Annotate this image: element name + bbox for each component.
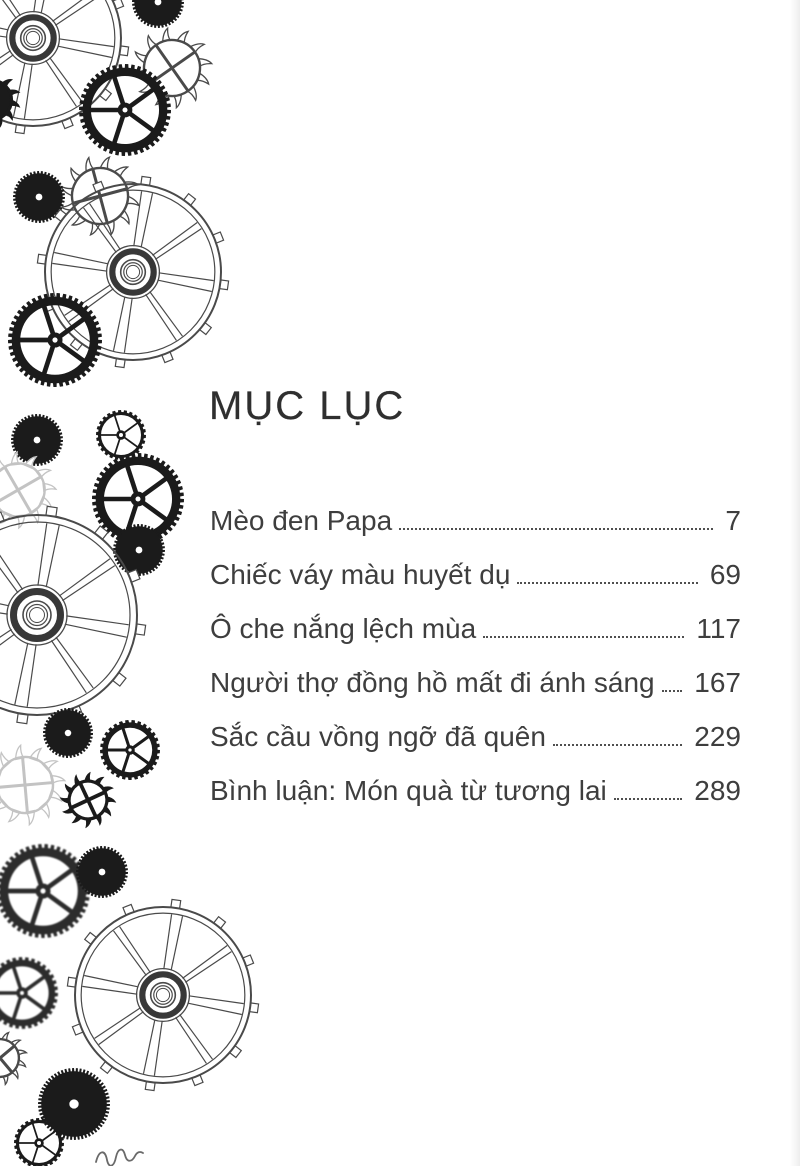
squiggle-doodle xyxy=(96,1150,143,1166)
toc-page-number: 7 xyxy=(725,505,741,536)
toc-page-number: 229 xyxy=(694,721,741,752)
gear-icon xyxy=(0,844,90,938)
escape-wheel-icon xyxy=(0,1029,29,1087)
gear-disc-icon xyxy=(11,414,63,466)
toc-page-number: 69 xyxy=(709,559,741,590)
escape-wheel-icon xyxy=(54,766,123,835)
toc-row xyxy=(210,656,741,710)
escape-wheel-icon xyxy=(0,73,19,127)
gear-disc-icon xyxy=(43,708,93,758)
toc-leader-dots xyxy=(517,582,697,584)
toc-page-number: 167 xyxy=(694,667,741,698)
clock-wheel-graphic xyxy=(67,899,258,1090)
toc-entry-label: Chiếc váy màu huyết dụ xyxy=(210,559,511,590)
gear-icon xyxy=(79,64,171,156)
toc-entry-label: Sắc cầu vồng ngỡ đã quên xyxy=(210,721,546,752)
page-title: MỤC LỤC xyxy=(209,384,406,428)
gear-icon xyxy=(96,410,146,460)
clock-wheel-graphic xyxy=(0,0,129,134)
toc-leader-dots xyxy=(483,636,684,638)
toc-leader-dots xyxy=(553,744,682,746)
toc-list xyxy=(210,494,741,818)
toc-leader-dots xyxy=(662,690,683,692)
toc-row xyxy=(210,548,741,602)
toc-page-number: 289 xyxy=(694,775,741,806)
toc-leader-dots xyxy=(399,528,713,530)
gear-icon xyxy=(100,720,160,780)
toc-row xyxy=(210,710,741,764)
gear-disc-icon xyxy=(38,1068,110,1140)
toc-row xyxy=(210,764,741,818)
toc-entry-label: Mèo đen Papa xyxy=(210,505,393,536)
toc-entry-label: Bình luận: Món quà từ tương lai xyxy=(210,775,607,806)
gear-icon xyxy=(0,957,58,1029)
toc-row xyxy=(210,494,741,548)
toc-leader-dots xyxy=(614,798,683,800)
toc-page-number: 117 xyxy=(696,613,741,644)
gear-disc-icon xyxy=(132,0,184,28)
toc-entry-label: Ô che nắng lệch mùa xyxy=(210,613,477,644)
toc-row xyxy=(210,602,741,656)
page-edge-shadow xyxy=(790,0,800,1166)
toc-entry-label: Người thợ đồng hồ mất đi ánh sáng xyxy=(210,667,655,698)
clock-wheel-graphic xyxy=(37,176,228,367)
